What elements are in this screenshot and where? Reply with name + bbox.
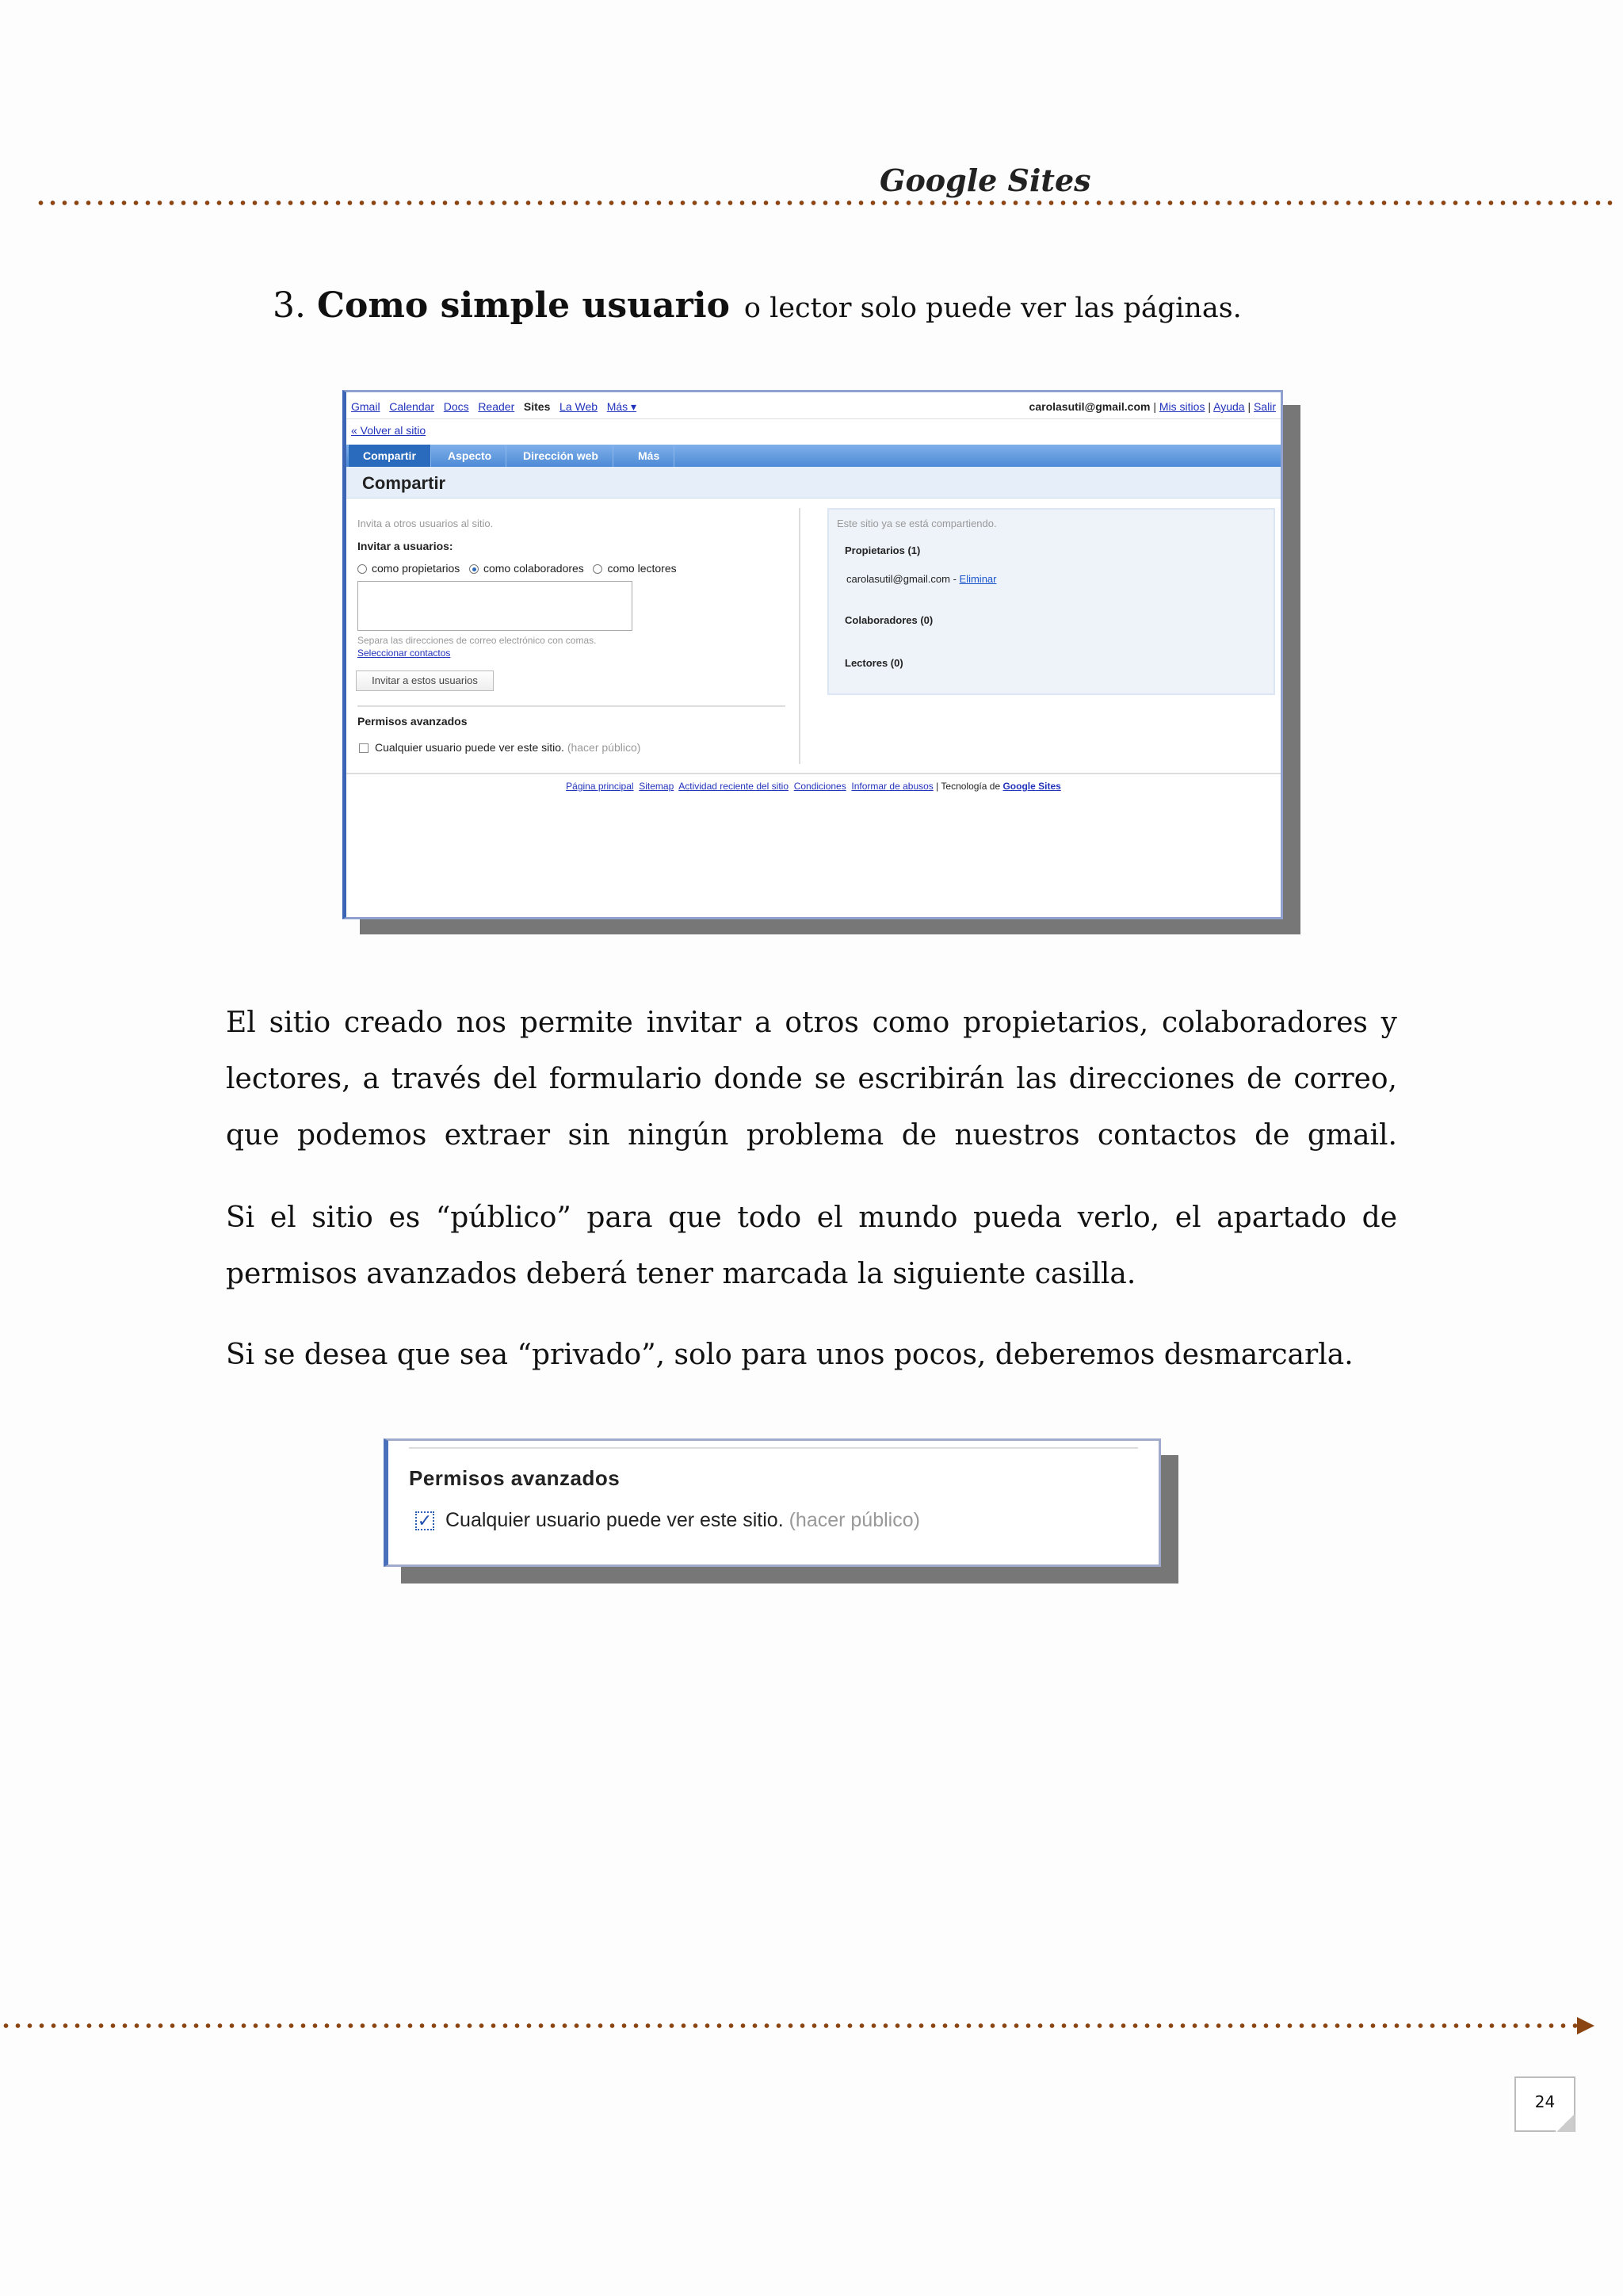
nav-web[interactable]: La Web	[559, 400, 598, 413]
user-email: carolasutil@gmail.com	[1029, 400, 1151, 413]
footer-separator: |	[936, 781, 939, 792]
paragraph-2: Si el sitio es “público” para que todo el mundo pueda verlo, el apartado de permisos avanzados deberá tener marcada la siguiente casilla.	[226, 1201, 1397, 1290]
shared-panel	[827, 508, 1275, 695]
nav-reader[interactable]: Reader	[478, 400, 515, 413]
owner-email: carolasutil@gmail.com -	[846, 573, 957, 585]
sharing-screenshot	[342, 390, 1283, 919]
section-heading	[273, 285, 1242, 326]
collaborators-title: Colaboradores (0)	[845, 614, 934, 626]
invite-label: Invitar a usuarios:	[357, 540, 453, 552]
advanced-permissions-title: Permisos avanzados	[409, 1466, 621, 1490]
public-option	[415, 1509, 920, 1532]
site-footer	[346, 781, 1281, 792]
section-title: Compartir	[362, 473, 446, 493]
radio-owners[interactable]	[357, 564, 367, 574]
paragraph-3: Si se desea que sea “privado”, solo para unos pocos, deberemos desmarcarla.	[226, 1339, 1354, 1371]
advanced-permissions-title: Permisos avanzados	[357, 715, 468, 728]
section-title: Como simple usuario	[316, 285, 730, 326]
emails-hint: Separa las direcciones de correo electrónico con comas.	[357, 635, 597, 646]
footer-sitemap[interactable]: Sitemap	[639, 781, 674, 792]
role-radios	[357, 562, 677, 575]
owners-title: Propietarios (1)	[845, 544, 921, 556]
nav-more[interactable]: Más ▾	[606, 400, 637, 413]
user-bar: carolasutil@gmail.com | Mis sitios | Ayuda | Salir	[1029, 400, 1276, 413]
section-number: 3.	[273, 285, 306, 326]
back-to-site-link[interactable]: « Volver al sitio	[351, 424, 426, 437]
footer-home[interactable]: Página principal	[566, 781, 634, 792]
running-header: Google Sites	[880, 162, 1091, 198]
section-header	[346, 467, 1281, 499]
radio-collaborators-label: como colaboradores	[483, 562, 584, 575]
invite-intro: Invita a otros usuarios al sitio.	[357, 518, 494, 529]
header-divider	[35, 200, 1618, 206]
footer-divider	[0, 2023, 1577, 2029]
tab-aspecto[interactable]: Aspecto	[433, 445, 506, 467]
public-label: Cualquier usuario puede ver este sitio.	[375, 741, 564, 754]
tab-bar	[346, 445, 1281, 467]
footer-abuse[interactable]: Informar de abusos	[851, 781, 934, 792]
footer-google-sites[interactable]: Google Sites	[1002, 781, 1061, 792]
page-number: 24	[1514, 2076, 1575, 2132]
footer-tech: Tecnología de	[941, 781, 1001, 792]
invite-users-button[interactable]: Invitar a estos usuarios	[356, 670, 494, 691]
public-label: Cualquier usuario puede ver este sitio.	[445, 1509, 784, 1531]
public-option	[359, 741, 640, 754]
public-checkbox-checked[interactable]: ✓	[415, 1511, 434, 1530]
public-hint: (hacer público)	[789, 1509, 920, 1531]
select-contacts-link[interactable]: Seleccionar contactos	[357, 648, 451, 659]
owner-row	[846, 573, 997, 585]
radio-collaborators[interactable]	[469, 564, 479, 574]
nav-sites[interactable]: Sites	[523, 400, 551, 413]
arrow-right-icon	[1577, 2017, 1594, 2034]
shared-intro: Este sitio ya se está compartiendo.	[837, 518, 997, 529]
tab-compartir[interactable]: Compartir	[349, 445, 431, 467]
tab-direccion-web[interactable]: Dirección web	[509, 445, 613, 467]
radio-readers-label: como lectores	[607, 562, 677, 575]
paragraph-1: El sitio creado nos permite invitar a otros como propietarios, colaboradores y lectores, a través del formulario donde se escribirán las direcciones de correo, que podemos extraer sin ningún problema de nuestros contactos de gmail.	[226, 1007, 1397, 1152]
public-hint: (hacer público)	[567, 741, 641, 754]
radio-owners-label: como propietarios	[372, 562, 460, 575]
footer-terms[interactable]: Condiciones	[793, 781, 846, 792]
help-link[interactable]: Ayuda	[1213, 400, 1245, 413]
top-nav	[351, 400, 636, 414]
nav-calendar[interactable]: Calendar	[389, 400, 435, 413]
page-curl-icon	[1556, 2115, 1575, 2132]
nav-gmail[interactable]: Gmail	[351, 400, 380, 413]
section-subtitle: o lector solo puede ver las páginas.	[743, 292, 1242, 324]
my-sites-link[interactable]: Mis sitios	[1159, 400, 1205, 413]
public-checkbox[interactable]	[359, 743, 369, 753]
remove-owner-link[interactable]: Eliminar	[959, 573, 997, 585]
radio-readers[interactable]	[593, 564, 602, 574]
advanced-permissions-screenshot	[384, 1438, 1161, 1567]
readers-title: Lectores (0)	[845, 657, 903, 669]
nav-docs[interactable]: Docs	[443, 400, 469, 413]
signout-link[interactable]: Salir	[1253, 400, 1276, 413]
tab-mas[interactable]: Más	[624, 445, 674, 467]
footer-activity[interactable]: Actividad reciente del sitio	[678, 781, 789, 792]
invite-emails-textarea[interactable]	[357, 581, 632, 631]
